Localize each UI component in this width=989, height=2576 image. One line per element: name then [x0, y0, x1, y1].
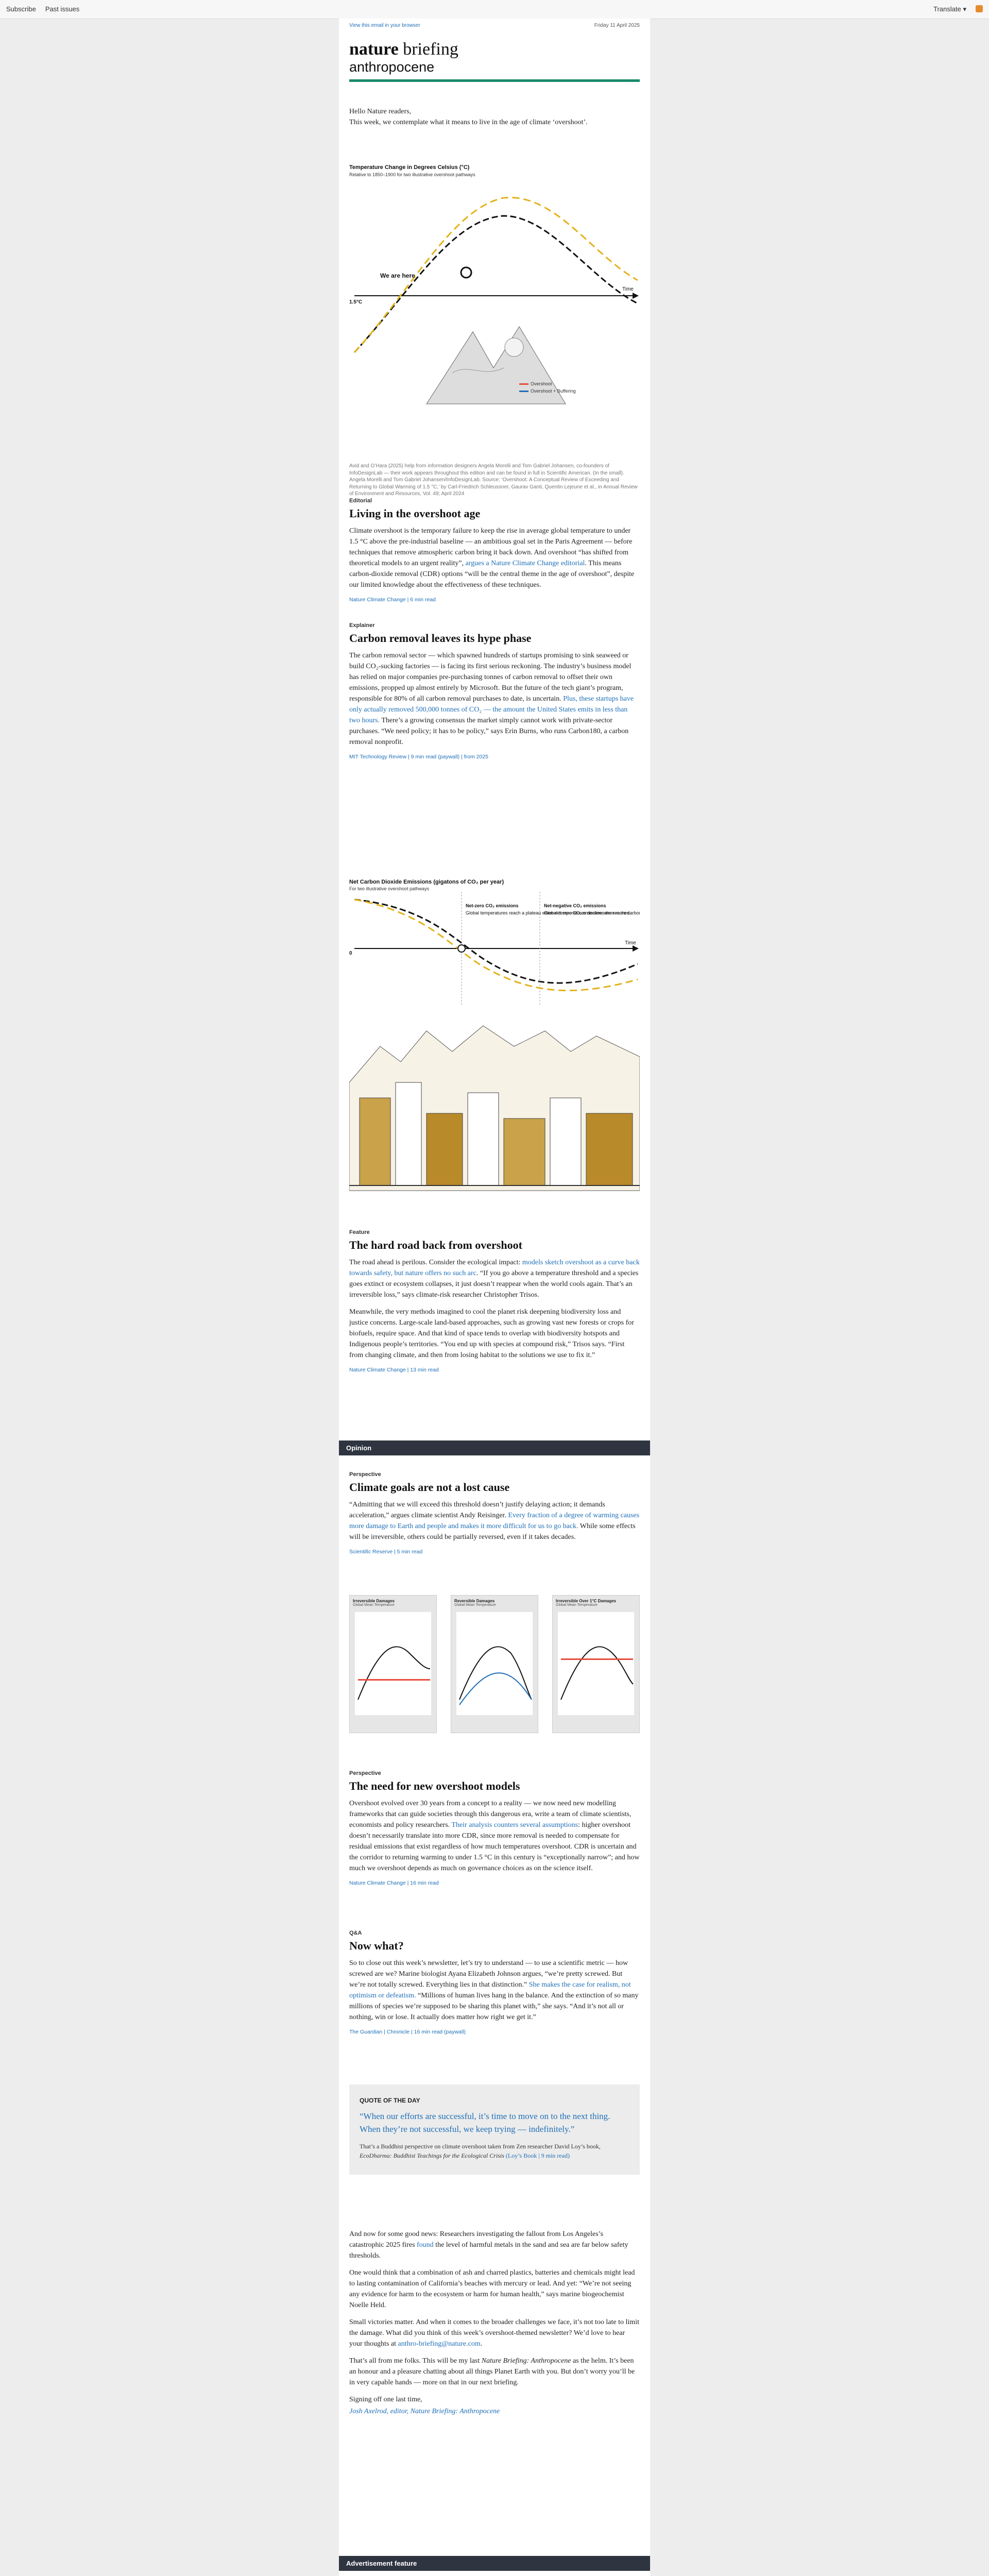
logo-subtitle: anthropocene: [349, 59, 435, 75]
overshoot-figure: [339, 162, 650, 450]
view-in-browser-link[interactable]: View this email in your browser: [349, 23, 420, 28]
opinion-banner: [339, 1440, 650, 1455]
feature-title[interactable]: The hard road back from overshoot: [349, 1239, 522, 1251]
quote-section: [339, 2084, 650, 2175]
quote-label: QUOTE OF THE DAY: [360, 2097, 420, 2104]
explainer-kicker: Explainer: [349, 622, 375, 629]
translate-dropdown[interactable]: Translate ▾: [933, 5, 966, 13]
perspective1-section: [339, 1471, 650, 1555]
editorial-kicker: Editorial: [349, 498, 372, 504]
panel-chart-2: [454, 1607, 535, 1720]
qa-section: [339, 1930, 650, 2035]
panel-irreversible-over: Irreversible Over 1°C Damages Global Mean Temperature: [552, 1595, 640, 1733]
editorial-meta[interactable]: Nature Climate Change | 6 min read: [349, 597, 436, 603]
perspective2-section: [339, 1770, 650, 1886]
explainer-meta[interactable]: MIT Technology Review | 9 min read (paywall) | from 2025: [349, 754, 489, 760]
logo-briefing: briefing: [403, 40, 458, 59]
emissions-chart: [349, 876, 640, 1201]
fig1-y-label: 1.5°C: [349, 299, 363, 305]
perspective1-body: “Admitting that we will exceed this threshold doesn’t justify delaying action; it demands acceleration,” argues climate scientist Andy Reisinger. Every fraction of a degree of warming causes more damage to Earth and people and makes it more difficult for us to go back. While some effects will be irreversible, others could be partially reversed, even if it takes decades.: [349, 1501, 640, 1541]
explainer-body: The carbon removal sector — which spawned hundreds of startups promising to sink seaweed or build CO₂-sucking factories — is facing its first serious reckoning. The industry’s business model has relied on major companies pre-purchasing tonnes of carbon removal to offset their own emissions, propped up almost entirely by Microsoft. But the future of the tech giant’s program, responsible for 80% of all carbon removal purchases to date, is uncertain. Plus, these startups have only actually removed 500,000 tonnes of CO₂ — the amount the United States emits in less than two hours. There’s a growing consensus the market simply cannot work with private-sector purchases. “We need policy; it has to be policy,” says Erin Burns, who runs Carbon180, a carbon removal nonprofit.: [349, 652, 634, 746]
legend-buffering: Overshoot + Buffering: [531, 388, 576, 394]
panel-irreversible: Irreversible Damages Global Mean Temperature: [349, 1595, 437, 1733]
header: [339, 23, 650, 82]
legend-overshoot: Overshoot: [531, 381, 552, 386]
ann-netzero-text: Global temperatures reach a plateau when net-zero CO₂ emissions are reached.: [466, 910, 631, 916]
issue-date: Friday 11 April 2025: [594, 23, 640, 28]
damage-panels: [339, 1595, 650, 1733]
feature-body-2: Meanwhile, the very methods imagined to cool the planet risk deepening biodiversity loss and justice concerns. Large-scale land-based approaches, such as growing vast new forests or crops for biofuels, require space. And that kind of space tends to overlap with biodiversity hotspots and Indigenous people’s territories. “You end up with species at compound risk,” Trisos says. “First from changing climate, and then from losing habitat to the solutions we use to fix it.”: [349, 1308, 634, 1359]
subscribe-link[interactable]: Subscribe: [6, 5, 36, 13]
we-are-here-label: We are here: [380, 272, 415, 279]
ann-negative-title: Net-negative CO₂ emissions: [544, 903, 606, 908]
feature-meta[interactable]: Nature Climate Change | 13 min read: [349, 1367, 439, 1373]
closing-section: [339, 2229, 650, 2423]
feature-section: [339, 1229, 650, 1373]
rss-icon[interactable]: [976, 5, 983, 12]
qa-title[interactable]: Now what?: [349, 1939, 404, 1952]
panel-chart-3: [556, 1607, 636, 1720]
greeting: Hello Nature readers,: [349, 108, 412, 115]
intro: [339, 106, 650, 134]
sign-off: Signing off one last time,: [349, 2396, 422, 2403]
panel-chart-1: [353, 1607, 433, 1720]
fig1-title: Temperature Change in Degrees Celsius (°C): [349, 164, 470, 171]
fig1-subtitle: Relative to 1850–1900 for two illustrative overshoot pathways: [349, 172, 475, 177]
perspective1-title[interactable]: Climate goals are not a lost cause: [349, 1481, 510, 1494]
closing-p1: And now for some good news: Researchers investigating the fallout from Los Angeles’s catastrophic 2025 fires found the level of harmful metals in the sand and sea are far below safety thresholds.: [349, 2230, 628, 2260]
perspective1-kicker: Perspective: [349, 1471, 381, 1478]
perspective1-link[interactable]: Every fraction of a degree of warming causes more damage to Earth and people and makes it more difficult for us to go back.: [349, 1512, 640, 1530]
opinion-banner-label: Opinion: [339, 1440, 650, 1455]
fig1-x-label: Time: [622, 286, 634, 292]
perspective2-title[interactable]: The need for new overshoot models: [349, 1780, 520, 1792]
explainer-link[interactable]: Plus, these startups have only actually removed 500,000 tonnes of CO₂ — the amount the United States emits in less than two hours.: [349, 695, 634, 724]
perspective2-body: Overshoot evolved over 30 years from a concept to a reality — we now need new modelling frameworks that can guide societies through this dangerous era, write a team of climate scientists, economists and policy researchers. Their analysis counters several assumptions: higher overshoot doesn’t necessarily translate into more CDR, since more removal is needed to compensate for residual emissions that exist regardless of how much temperatures overshoot. CDR is uncertain and the corridor to returning warming to under 1.5 °C in this century is “exceptionally narrow”; and how much we overshoot depends as much on governance choices as on the science itself.: [349, 1800, 640, 1872]
fig1-caption: [339, 463, 650, 498]
fig2-x-label: Time: [625, 940, 636, 946]
fig2-title: Net Carbon Dioxide Emissions (gigatons of CO₂ per year): [349, 879, 504, 885]
editorial-title[interactable]: Living in the overshoot age: [349, 507, 481, 520]
editor-name[interactable]: Josh Axelrod, editor, Nature Briefing: Anthropocene: [349, 2408, 500, 2415]
feedback-email-link[interactable]: anthro-briefing@nature.com: [398, 2340, 481, 2348]
qa-meta[interactable]: The Guardian | Chronicle | 16 min read (paywall): [349, 2029, 466, 2035]
top-bar: [0, 0, 989, 19]
feature-link[interactable]: models sketch overshoot as a curve back towards safety, but nature offers no such arc: [349, 1259, 640, 1277]
ann-netzero-title: Net-zero CO₂ emissions: [466, 903, 519, 908]
ad-banner: Advertisement feature: [339, 2556, 650, 2571]
found-link[interactable]: found: [417, 2241, 434, 2249]
logo-nature: nature: [349, 40, 399, 59]
perspective1-meta[interactable]: Scientific Reserve | 5 min read: [349, 1549, 423, 1555]
explainer-section: [339, 622, 650, 760]
qa-link[interactable]: She makes the case for realism, not optimism or defeatism.: [349, 1981, 631, 1999]
newsletter-page: [339, 19, 650, 2576]
closing-p4: That’s all from me folks. This will be my last Nature Briefing: Anthropocene as the helm. It’s been an honour and a pleasure chatting about all things Planet Earth with you. But don’t worry you’ll be in very capable hands — more on that in our next briefing.: [349, 2357, 635, 2386]
panel-reversible: Reversible Damages Global Mean Temperature: [451, 1595, 538, 1733]
editorial-body: Climate overshoot is the temporary failure to keep the rise in average global temperature to under 1.5 °C above the pre-industrial baseline — an ambitious goal set in the Paris Agreement — before techniques that remove atmospheric carbon bring it back down. And overshoot “has shifted from theoretical models to an urgent reality”, argues a Nature Climate Change editorial. This means carbon-dioxide removal (CDR) options “will be the central theme in the age of overshoot”, despite our limited knowledge about the effectiveness of these techniques.: [349, 527, 635, 589]
temperature-chart: [349, 162, 640, 440]
emissions-figure: [339, 876, 650, 1206]
editorial-section: [339, 498, 650, 603]
caption-text: Avid and O’Hara (2025) help from information designers Angela Morelli and Tom Gabriel Johansen, co-founders of InfoDesignLab — their work appears throughout this edition and can be found in full in Scientific American. (In the small). Angela Morelli and Tom Gabriel Johansen/InfoDesignLab. Source: ‘Overshoot: A Conceptual Review of Exceeding and Returning to Global Warming of 1.5 °C,’ by Carl-Friedrich Schleussner, Gaurav Ganti, Quentin Lejeune et al., in Annual Review of Environment and Resources, Vol. 49; April 2024: [349, 463, 638, 497]
perspective2-kicker: Perspective: [349, 1770, 381, 1776]
quote-source-link[interactable]: (Loy’s Book | 9 min read): [504, 2152, 570, 2160]
qa-body: So to close out this week’s newsletter, let’s try to understand — to use a scientific metric — how screwed are we? Marine biologist Ayana Elizabeth Johnson argues, “we’re pretty screwed. But we’re not totally screwed. Everything lies in that distinction.” She makes the case for realism, not optimism or defeatism. “Millions of human lives hang in the balance. And the extinction of so many millions of species we’re supposed to be sharing this planet with,” she says. “And it’s not all or nothing, win or lose. It actually does matter how right we get it.”: [349, 1959, 639, 2021]
quote-text: “When our efforts are successful, it’s time to move on to the next thing. When they’re not successful, we keep trying — indefinitely.”: [360, 2111, 610, 2134]
closing-p3: Small victories matter. And when it comes to the broader challenges we face, it’s not too late to limit the damage. What did you think of this week’s overshoot-themed newsletter? We’d love to hear your thoughts at anthro-briefing@nature.com.: [349, 2318, 639, 2348]
fig2-subtitle: For two illustrative overshoot pathways: [349, 886, 430, 891]
ad-section: [339, 2556, 650, 2576]
fig2-y-label: 0: [349, 951, 352, 956]
editorial-link[interactable]: argues a Nature Climate Change editorial: [465, 560, 585, 567]
feature-kicker: Feature: [349, 1229, 370, 1235]
closing-p2: One would think that a combination of ash and charred plastics, batteries and chemicals might lead to lasting contamination of California’s beaches with mercury or lead. And yet: “We’re not seeing any evidence for harm to the ecosystem or harm for human health,” says marine biogeochemist Noelle Held.: [349, 2269, 635, 2309]
ann-negative-text: Global temperatures decline when more carbo: [544, 910, 639, 916]
qa-kicker: Q&A: [349, 1930, 362, 1936]
header-rule: [349, 79, 640, 82]
past-issues-link[interactable]: Past issues: [45, 5, 80, 13]
perspective2-meta[interactable]: Nature Climate Change | 16 min read: [349, 1880, 439, 1886]
intro-text: This week, we contemplate what it means to live in the age of climate ‘overshoot’.: [349, 118, 588, 126]
feature-body-1: The road ahead is perilous. Consider the ecological impact: models sketch overshoot as a curve back towards safety, but nature offers no such arc. “If you go above a temperature threshold and a species goes extinct or ecosystem collapses, it just doesn’t reappear when the world cools again. That’s an irreversible loss,” says climate-risk researcher Christopher Trisos.: [349, 1259, 640, 1299]
explainer-title[interactable]: Carbon removal leaves its hype phase: [349, 632, 532, 645]
quote-attribution: That’s a Buddhist perspective on climate overshoot taken from Zen researcher David Loy’s book, EcoDharma: Buddhist Teachings for the Ecological Crisis (Loy’s Book | 9 min read): [360, 2143, 601, 2160]
perspective2-link[interactable]: Their analysis counters several assumptions: [451, 1821, 578, 1829]
logo: [339, 41, 650, 82]
